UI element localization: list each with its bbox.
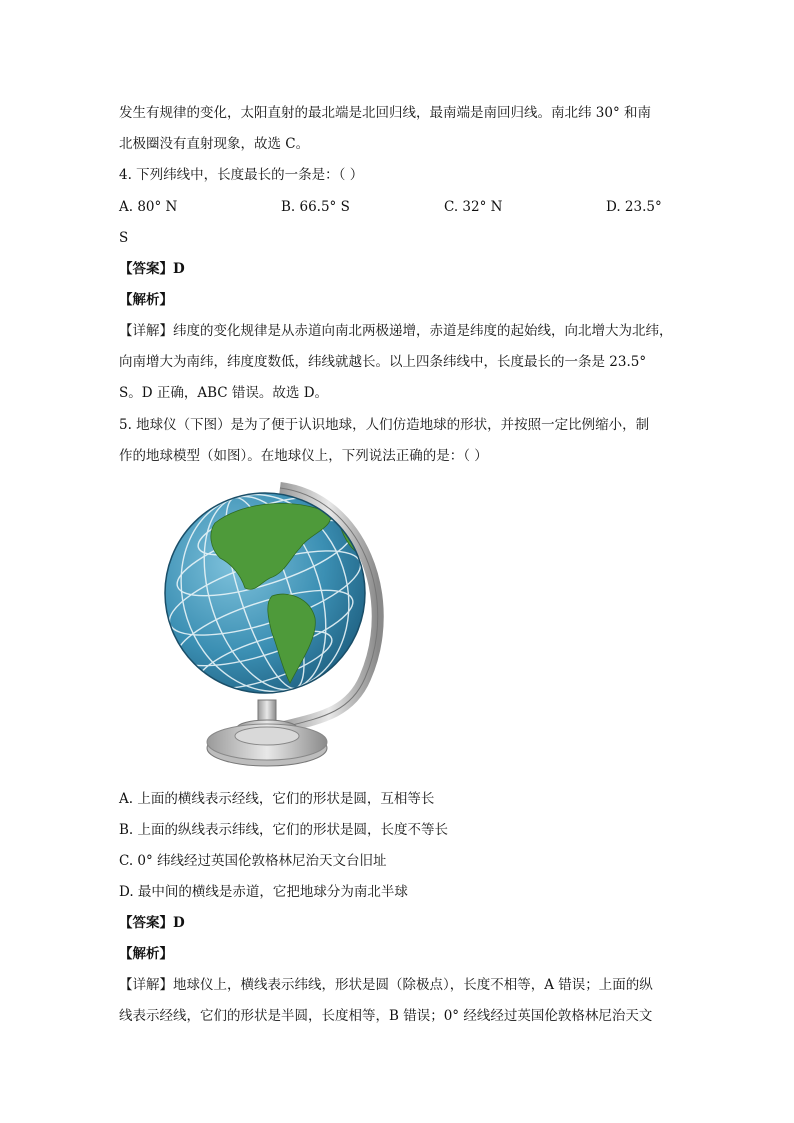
question-5: 5. 地球仪（下图）是为了便于认识地球，人们仿造地球的形状，并按照一定比例缩小，制 [119,417,650,433]
answer-label: 【答案】D [119,261,185,277]
text-line: 线表示经线，它们的形状是半圆，长度相等，B 错误；0° 经线经过英国伦敦格林尼治天文 [119,1008,653,1024]
answer-label: 【答案】D [119,915,185,931]
globe-image [160,478,390,778]
q4-option-d: D. 23.5° [606,199,662,215]
text-line: 北极圈没有直射现象，故选 C。 [119,136,310,152]
text-line: 作的地球模型（如图）。在地球仪上，下列说法正确的是：（ ） [119,448,488,464]
text-line: 【详解】纬度的变化规律是从赤道向南北两极递增，赤道是纬度的起始线，向北增大为北纬， [119,323,673,339]
analysis-label: 【解析】 [119,946,173,962]
text-line: S [119,230,129,246]
q4-option-b: B. 66.5° S [281,199,350,215]
q5-option-a: A. 上面的横线表示经线，它们的形状是圆，互相等长 [119,791,435,807]
text-line: 向南增大为南纬，纬度度数低，纬线就越长。以上四条纬线中，长度最长的一条是 23.5° [119,354,647,370]
text-line: S。D 正确，ABC 错误。故选 D。 [119,385,329,401]
q4-option-a: A. 80° N [119,199,178,215]
q4-option-c: C. 32° N [444,199,503,215]
q5-option-c: C. 0° 纬线经过英国伦敦格林尼治天文台旧址 [119,853,387,869]
question-4: 4. 下列纬线中，长度最长的一条是：（ ） [119,167,364,183]
text-line: 【详解】地球仪上，横线表示纬线，形状是圆（除极点），长度不相等，A 错误；上面的纵 [119,977,653,993]
analysis-label: 【解析】 [119,292,173,308]
q5-option-b: B. 上面的纵线表示纬线，它们的形状是圆，长度不等长 [119,822,449,838]
q5-option-d: D. 最中间的横线是赤道，它把地球分为南北半球 [119,884,408,900]
text-line: 发生有规律的变化，太阳直射的最北端是北回归线，最南端是南回归线。南北纬 30° 和南 [119,105,652,121]
